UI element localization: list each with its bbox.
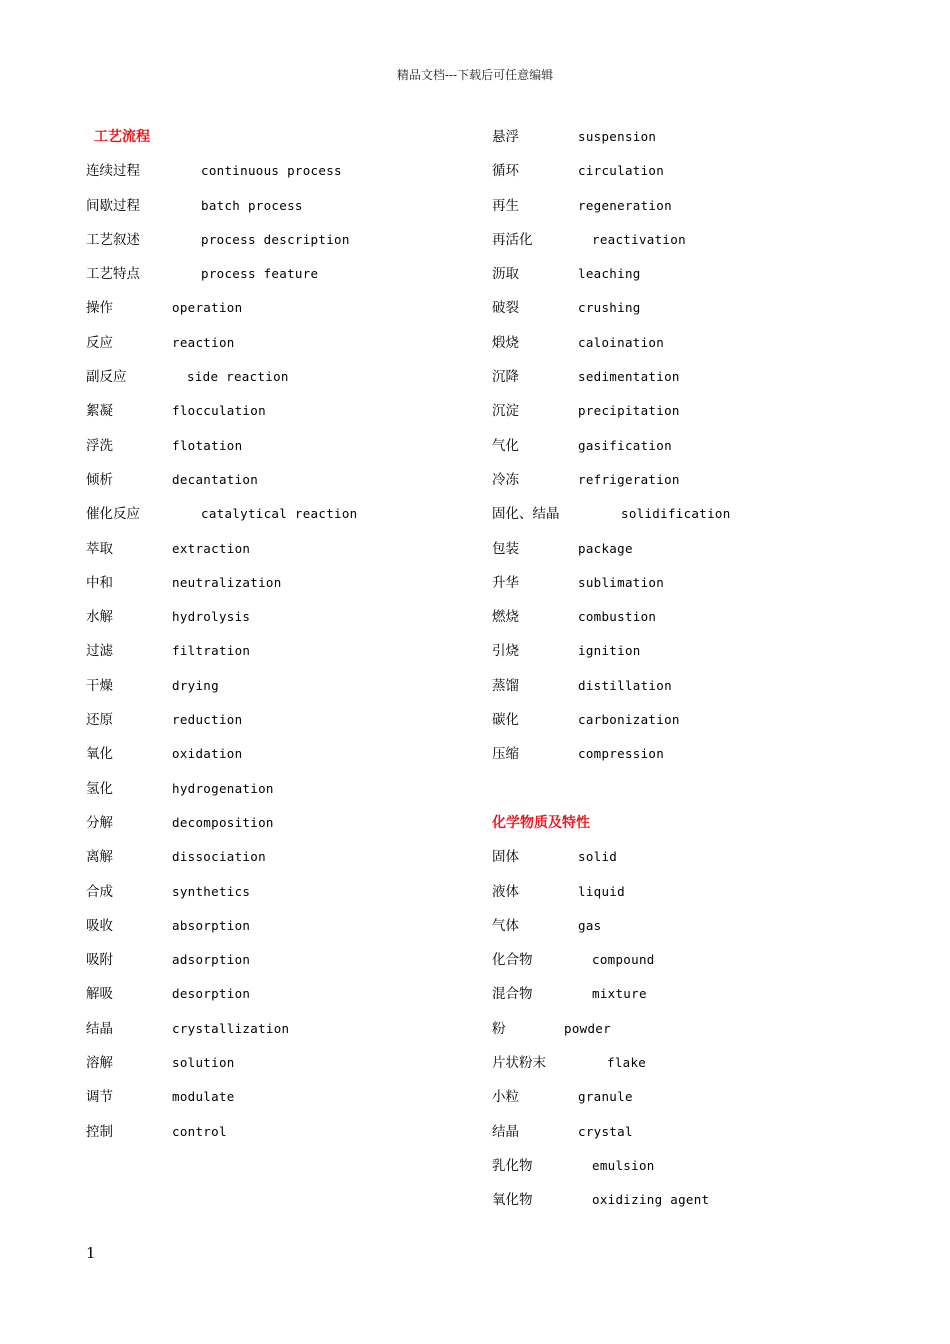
term-chinese: 片状粉末 xyxy=(492,1055,546,1072)
term-row xyxy=(86,634,251,668)
term-english: gasification xyxy=(578,437,672,453)
term-chinese: 包装 xyxy=(492,540,519,557)
term-chinese: 结晶 xyxy=(86,1020,113,1037)
term-row xyxy=(492,154,665,188)
term-chinese: 反应 xyxy=(86,334,113,351)
term-row xyxy=(86,909,251,943)
term-row xyxy=(86,1046,235,1080)
term-chinese: 蒸馏 xyxy=(492,677,519,694)
term-chinese: 氢化 xyxy=(86,780,113,797)
term-chinese: 混合物 xyxy=(492,986,533,1003)
term-chinese: 调节 xyxy=(86,1089,113,1106)
term-english: oxidation xyxy=(172,746,243,762)
term-english: batch process xyxy=(201,197,303,213)
term-english: catalytical reaction xyxy=(201,506,358,522)
term-chinese: 萃取 xyxy=(86,540,113,557)
term-chinese: 再活化 xyxy=(492,231,533,248)
term-english: ignition xyxy=(578,643,641,659)
term-english: carbonization xyxy=(578,712,680,728)
term-row xyxy=(86,189,303,223)
term-english: crushing xyxy=(578,300,641,316)
term-chinese: 化合物 xyxy=(492,952,533,969)
term-chinese: 乳化物 xyxy=(492,1157,533,1174)
term-english: control xyxy=(172,1123,227,1139)
term-row xyxy=(86,875,251,909)
term-row xyxy=(86,703,243,737)
term-english: adsorption xyxy=(172,952,251,968)
term-english: process description xyxy=(201,231,350,247)
term-row xyxy=(492,360,680,394)
section-gap xyxy=(492,772,590,806)
term-row xyxy=(86,943,251,977)
term-chinese: 离解 xyxy=(86,849,113,866)
term-row xyxy=(492,977,647,1011)
term-chinese: 压缩 xyxy=(492,746,519,763)
term-row xyxy=(492,875,625,909)
term-chinese: 冷冻 xyxy=(492,471,519,488)
term-chinese: 结晶 xyxy=(492,1123,519,1140)
term-row xyxy=(492,703,680,737)
term-row xyxy=(86,257,319,291)
term-english: reduction xyxy=(172,712,243,728)
term-row xyxy=(492,1046,647,1080)
term-chinese: 还原 xyxy=(86,712,113,729)
term-row xyxy=(86,772,274,806)
right-term-list-2 xyxy=(492,840,710,1217)
term-chinese: 控制 xyxy=(86,1123,113,1140)
term-english: filtration xyxy=(172,643,251,659)
term-english: granule xyxy=(578,1089,633,1105)
left-column xyxy=(86,120,358,1149)
term-english: leaching xyxy=(578,266,641,282)
term-chinese: 干燥 xyxy=(86,677,113,694)
term-chinese: 沉淀 xyxy=(492,403,519,420)
term-english: compound xyxy=(592,952,655,968)
term-english: hydrolysis xyxy=(172,609,251,625)
term-english: combustion xyxy=(578,609,657,625)
term-chinese: 气化 xyxy=(492,437,519,454)
term-chinese: 循环 xyxy=(492,163,519,180)
term-row xyxy=(492,532,633,566)
term-chinese: 引烧 xyxy=(492,643,519,660)
term-chinese: 氧化 xyxy=(86,746,113,763)
term-english: dissociation xyxy=(172,849,266,865)
term-chinese: 吸收 xyxy=(86,917,113,934)
term-chinese: 中和 xyxy=(86,574,113,591)
term-row xyxy=(86,600,251,634)
term-chinese: 解吸 xyxy=(86,986,113,1003)
term-english: flake xyxy=(607,1055,647,1071)
term-row xyxy=(86,429,243,463)
term-english: caloination xyxy=(578,334,665,350)
term-chinese: 过滤 xyxy=(86,643,113,660)
term-english: distillation xyxy=(578,677,672,693)
term-english: modulate xyxy=(172,1089,235,1105)
term-row xyxy=(86,1080,235,1114)
term-english: desorption xyxy=(172,986,251,1002)
term-english: gas xyxy=(578,917,602,933)
term-row xyxy=(86,532,251,566)
term-english: absorption xyxy=(172,917,251,933)
term-chinese: 吸附 xyxy=(86,952,113,969)
term-english: emulsion xyxy=(592,1157,655,1173)
term-row xyxy=(86,806,274,840)
section-heading-chemicals: 化学物质及特性 xyxy=(492,814,590,831)
term-chinese: 工艺叙述 xyxy=(86,231,140,248)
term-row xyxy=(492,189,672,223)
term-chinese: 副反应 xyxy=(86,369,127,386)
term-row xyxy=(86,497,358,531)
term-chinese: 连续过程 xyxy=(86,163,140,180)
term-row xyxy=(492,737,665,771)
term-english: neutralization xyxy=(172,574,282,590)
term-chinese: 气体 xyxy=(492,917,519,934)
term-row xyxy=(492,429,672,463)
term-row xyxy=(86,394,266,428)
term-chinese: 粉 xyxy=(492,1020,506,1037)
term-english: package xyxy=(578,540,633,556)
term-chinese: 再生 xyxy=(492,197,519,214)
term-english: reaction xyxy=(172,334,235,350)
term-chinese: 氧化物 xyxy=(492,1192,533,1209)
term-english: solid xyxy=(578,849,618,865)
term-row xyxy=(86,1115,227,1149)
term-chinese: 小粒 xyxy=(492,1089,519,1106)
term-row xyxy=(492,291,641,325)
term-row xyxy=(492,600,657,634)
term-chinese: 固体 xyxy=(492,849,519,866)
term-row xyxy=(86,291,243,325)
term-english: continuous process xyxy=(201,163,342,179)
term-english: crystal xyxy=(578,1123,633,1139)
term-english: operation xyxy=(172,300,243,316)
term-row xyxy=(492,634,641,668)
term-chinese: 固化、结晶 xyxy=(492,506,560,523)
term-chinese: 合成 xyxy=(86,883,113,900)
term-chinese: 倾析 xyxy=(86,471,113,488)
term-chinese: 升华 xyxy=(492,574,519,591)
term-row xyxy=(86,669,219,703)
term-row xyxy=(492,120,657,154)
term-row xyxy=(492,1149,655,1183)
term-english: decantation xyxy=(172,471,259,487)
term-row xyxy=(492,394,680,428)
term-row xyxy=(492,909,602,943)
term-chinese: 间歇过程 xyxy=(86,197,140,214)
term-english: mixture xyxy=(592,986,647,1002)
term-row xyxy=(86,463,259,497)
page-header: 精品文档---下载后可任意编辑 xyxy=(396,68,554,82)
term-english: side reaction xyxy=(187,369,289,385)
term-row xyxy=(492,1115,633,1149)
term-row xyxy=(492,497,731,531)
term-english: extraction xyxy=(172,540,251,556)
term-row xyxy=(492,326,665,360)
term-chinese: 沉降 xyxy=(492,369,519,386)
term-row xyxy=(492,1183,710,1217)
section-heading-process-flow: 工艺流程 xyxy=(94,129,150,145)
term-chinese: 碳化 xyxy=(492,712,519,729)
term-row xyxy=(86,223,350,257)
term-english: powder xyxy=(564,1020,611,1036)
term-row xyxy=(492,566,665,600)
term-english: decomposition xyxy=(172,814,274,830)
term-row xyxy=(492,943,655,977)
term-english: solidification xyxy=(621,506,731,522)
term-english: reactivation xyxy=(592,231,686,247)
term-english: precipitation xyxy=(578,403,680,419)
term-chinese: 沥取 xyxy=(492,266,519,283)
term-chinese: 破裂 xyxy=(492,300,519,317)
term-english: drying xyxy=(172,677,219,693)
right-term-list xyxy=(492,120,731,772)
term-english: circulation xyxy=(578,163,665,179)
term-row xyxy=(492,1012,611,1046)
term-english: hydrogenation xyxy=(172,780,274,796)
term-row xyxy=(492,669,672,703)
term-row xyxy=(492,840,618,874)
term-row xyxy=(86,360,289,394)
term-english: sublimation xyxy=(578,574,665,590)
term-chinese: 絮凝 xyxy=(86,403,113,420)
term-row xyxy=(492,257,641,291)
term-row xyxy=(86,840,266,874)
term-chinese: 水解 xyxy=(86,609,113,626)
term-row xyxy=(492,1080,633,1114)
term-chinese: 浮洗 xyxy=(86,437,113,454)
term-chinese: 燃烧 xyxy=(492,609,519,626)
term-chinese: 溶解 xyxy=(86,1055,113,1072)
term-row xyxy=(86,326,235,360)
left-term-list xyxy=(86,154,358,1149)
term-row xyxy=(86,566,282,600)
term-chinese: 煅烧 xyxy=(492,334,519,351)
term-row xyxy=(492,463,680,497)
term-english: solution xyxy=(172,1055,235,1071)
right-column xyxy=(492,120,731,1218)
term-english: synthetics xyxy=(172,883,251,899)
term-english: oxidizing agent xyxy=(592,1192,710,1208)
term-english: regeneration xyxy=(578,197,672,213)
term-english: process feature xyxy=(201,266,319,282)
term-row xyxy=(86,977,251,1011)
term-english: suspension xyxy=(578,129,657,144)
term-chinese: 分解 xyxy=(86,814,113,831)
term-english: sedimentation xyxy=(578,369,680,385)
term-chinese: 液体 xyxy=(492,883,519,900)
term-chinese: 工艺特点 xyxy=(86,266,140,283)
term-english: refrigeration xyxy=(578,471,680,487)
term-row xyxy=(86,154,342,188)
term-english: crystallization xyxy=(172,1020,290,1036)
term-chinese: 催化反应 xyxy=(86,506,140,523)
term-row xyxy=(86,737,243,771)
term-row xyxy=(492,223,686,257)
term-english: compression xyxy=(578,746,665,762)
term-row xyxy=(86,1012,290,1046)
term-chinese: 悬浮 xyxy=(492,129,519,145)
term-english: flotation xyxy=(172,437,243,453)
term-english: flocculation xyxy=(172,403,266,419)
term-chinese: 操作 xyxy=(86,300,113,317)
term-english: liquid xyxy=(578,883,625,899)
page-number: 1 xyxy=(86,1244,96,1262)
